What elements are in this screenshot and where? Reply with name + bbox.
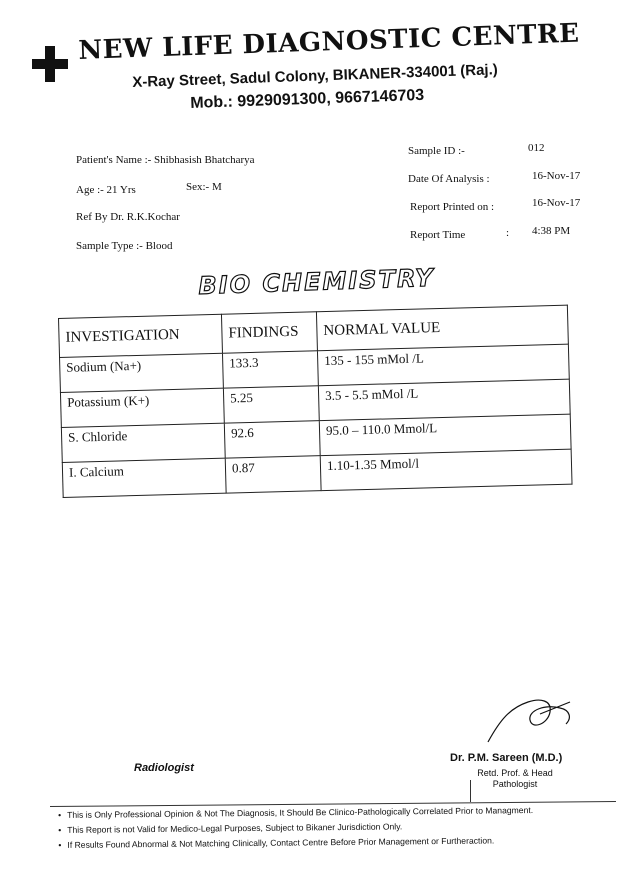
sample-type: Sample Type :- Blood (76, 240, 173, 252)
centre-mobile: Mob.: 9929091300, 9667146703 (190, 86, 425, 112)
radiologist-label: Radiologist (134, 762, 194, 774)
finding-cell: 92.6 (224, 421, 320, 458)
footer-note: • If Results Found Abnormal & Not Matching Clinically, Contact Centre Before Prior Management or Furtheraction. (58, 832, 628, 853)
investigation-cell: S. Chloride (61, 423, 225, 462)
report-printed-label: Report Printed on : (410, 201, 495, 213)
signature-image (480, 690, 580, 750)
doctor-designation (470, 768, 560, 790)
plus-logo-icon (30, 44, 70, 84)
centre-name: NEW LIFE DIAGNOSTIC CENTRE (78, 18, 580, 66)
report-time-label: Report Time (410, 229, 466, 241)
patient-name: Patient's Name :- Shibhasish Bhatcharya (76, 154, 255, 166)
centre-address: X-Ray Street, Sadul Colony, BIKANER-334001 (Raj.) (132, 61, 499, 91)
doctor-title-line-1: Retd. Prof. & Head (477, 768, 553, 778)
finding-cell: 5.25 (223, 386, 319, 423)
normal-value-cell: 135 - 155 mMol /L (317, 344, 569, 386)
investigation-cell: I. Calcium (62, 458, 226, 497)
column-header-findings: FINDINGS (221, 312, 317, 353)
normal-value-cell: 95.0 – 110.0 Mmol/L (319, 414, 571, 456)
column-header-normal-value: NORMAL VALUE (316, 305, 568, 351)
divider-line (470, 780, 471, 802)
sample-id-label: Sample ID :- (408, 145, 465, 157)
results-table (58, 305, 573, 500)
report-time-colon: : (506, 227, 510, 239)
doctor-name: Dr. P.M. Sareen (M.D.) (450, 752, 563, 764)
investigation-cell: Sodium (Na+) (60, 353, 224, 392)
section-title: BIO CHEMISTRY (198, 263, 436, 300)
footer-note: • This Report is not Valid for Medico-Legal Purposes, Subject to Bikaner Jurisdiction Only. (58, 817, 628, 838)
column-header-investigation: INVESTIGATION (59, 314, 223, 357)
footer-note: • This is Only Professional Opinion & Not The Diagnosis, It Should Be Clinico-Pathologically Correlated Prior to Managment. (58, 802, 628, 823)
investigation-cell: Potassium (K+) (60, 388, 224, 427)
referred-by: Ref By Dr. R.K.Kochar (76, 211, 180, 223)
doctor-title-line-2: Pathologist (492, 779, 538, 789)
normal-value-cell: 1.10-1.35 Mmol/l (320, 449, 572, 491)
patient-sex: Sex:- M (186, 181, 222, 193)
report-printed-value: 16-Nov-17 (532, 197, 581, 209)
date-analysis-value: 16-Nov-17 (532, 170, 581, 182)
footer-notes (58, 802, 628, 853)
report-time-value: 4:38 PM (532, 225, 571, 237)
finding-cell: 133.3 (222, 351, 318, 388)
finding-cell: 0.87 (225, 456, 321, 493)
sample-id-value: 012 (528, 142, 545, 154)
normal-value-cell: 3.5 - 5.5 mMol /L (318, 379, 570, 421)
patient-age: Age :- 21 Yrs (76, 184, 136, 196)
date-analysis-label: Date Of Analysis : (408, 173, 490, 185)
